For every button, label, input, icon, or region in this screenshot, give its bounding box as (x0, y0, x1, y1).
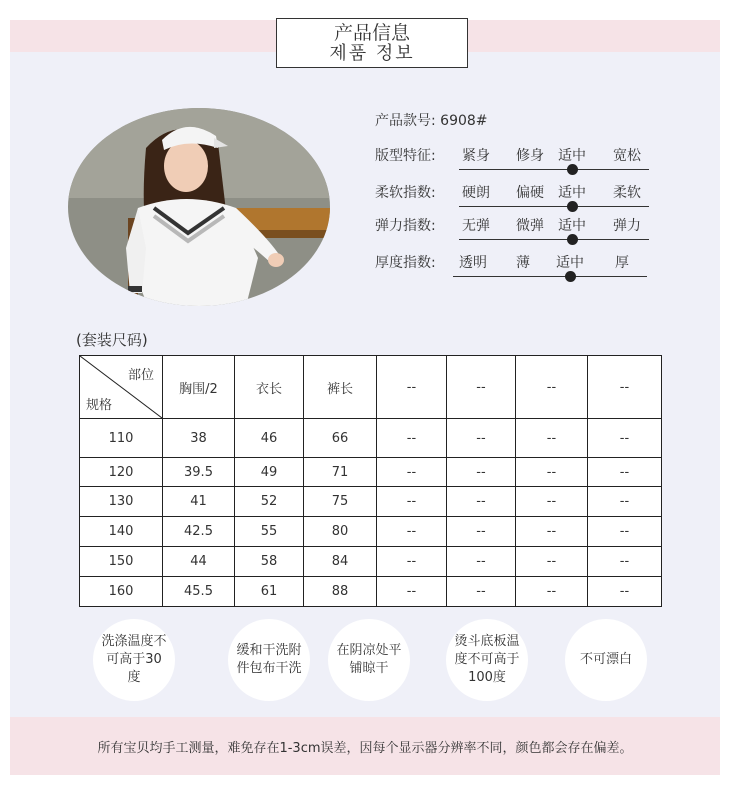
attribute-option: 薄 (516, 255, 530, 271)
table-cell: -- (447, 577, 516, 607)
table-cell: 41 (163, 487, 235, 517)
column-header: -- (377, 356, 447, 419)
table-cell: -- (588, 419, 662, 458)
table-cell: 71 (304, 458, 377, 487)
table-cell: -- (516, 517, 588, 547)
table-cell: 42.5 (163, 517, 235, 547)
attribute-elasticity (375, 215, 675, 245)
scale-marker (567, 201, 578, 212)
table-cell: -- (516, 419, 588, 458)
table-cell: 49 (235, 458, 304, 487)
attribute-fit (375, 145, 675, 175)
attribute-option: 无弹 (462, 218, 490, 234)
attribute-option: 厚 (615, 255, 629, 271)
care-label: 洗涤温度不可高于30度 (101, 634, 167, 685)
table-cell: -- (516, 577, 588, 607)
table-cell: -- (377, 577, 447, 607)
product-photo (68, 108, 330, 306)
table-header-row (80, 356, 662, 419)
column-header: -- (588, 356, 662, 419)
attribute-option: 微弹 (516, 218, 544, 234)
care-label: 缓和干洗附件包布干洗 (236, 643, 302, 676)
table-cell: -- (447, 419, 516, 458)
table-cell: -- (447, 487, 516, 517)
table-cell: 55 (235, 517, 304, 547)
attribute-option: 宽松 (613, 148, 641, 164)
title-kr: 제품 정보 (329, 43, 415, 64)
care-label: 不可漂白 (579, 652, 632, 667)
size-table-title: (套装尺码) (76, 331, 148, 349)
table-cell: 120 (80, 458, 163, 487)
table-cell: -- (588, 458, 662, 487)
table-row (80, 577, 662, 607)
scale-line (459, 169, 649, 170)
care-label: 在阴凉处平铺晾干 (336, 643, 402, 676)
attribute-label: 版型特征: (375, 148, 436, 164)
table-cell: -- (516, 458, 588, 487)
table-row (80, 547, 662, 577)
size-table (79, 355, 662, 607)
attribute-label: 柔软指数: (375, 185, 436, 201)
attribute-option: 透明 (459, 255, 487, 271)
column-header: 裤长 (304, 356, 377, 419)
attribute-option: 弹力 (613, 218, 641, 234)
table-cell: -- (516, 547, 588, 577)
scale-line (459, 206, 649, 207)
table-cell: 45.5 (163, 577, 235, 607)
footer-note: 所有宝贝均手工测量，难免存在1-3cm误差，因每个显示器分辨率不同，颜色都会存在偏差。 (97, 741, 633, 756)
table-cell: 58 (235, 547, 304, 577)
column-header: -- (447, 356, 516, 419)
table-cell: 160 (80, 577, 163, 607)
table-cell: 84 (304, 547, 377, 577)
attribute-option: 偏硬 (516, 185, 544, 201)
column-header: 衣长 (235, 356, 304, 419)
attribute-option: 修身 (516, 148, 544, 164)
column-header: 胸围/2 (163, 356, 235, 419)
table-cell: 66 (304, 419, 377, 458)
attribute-option: 适中 (558, 218, 586, 234)
table-cell: -- (377, 487, 447, 517)
table-cell: -- (447, 547, 516, 577)
table-cell: -- (516, 487, 588, 517)
table-cell: 39.5 (163, 458, 235, 487)
attribute-softness (375, 182, 675, 212)
table-cell: -- (377, 547, 447, 577)
care-iron-temperature (446, 619, 528, 701)
table-cell: 110 (80, 419, 163, 458)
table-cell: -- (377, 517, 447, 547)
header-title-box (276, 18, 468, 68)
scale-marker (565, 271, 576, 282)
table-cell: -- (588, 517, 662, 547)
table-cell: -- (588, 577, 662, 607)
product-code (375, 110, 488, 130)
table-cell: 130 (80, 487, 163, 517)
table-cell: 150 (80, 547, 163, 577)
corner-top-label: 部位 (127, 368, 154, 383)
attribute-option: 柔软 (613, 185, 641, 201)
table-cell: 140 (80, 517, 163, 547)
attribute-label: 弹力指数: (375, 218, 436, 234)
table-row (80, 517, 662, 547)
table-cell: -- (377, 458, 447, 487)
scale-line (453, 276, 647, 277)
table-cell: -- (447, 458, 516, 487)
table-cell: -- (447, 517, 516, 547)
table-cell: 44 (163, 547, 235, 577)
care-dry-flat-shade (328, 619, 410, 701)
table-cell: 75 (304, 487, 377, 517)
attribute-thickness (375, 252, 675, 282)
table-cell: -- (588, 547, 662, 577)
table-cell: 46 (235, 419, 304, 458)
care-no-bleach (565, 619, 647, 701)
scale-line (459, 239, 649, 240)
product-code-label: 产品款号: (375, 113, 436, 129)
table-row (80, 458, 662, 487)
table-cell: 38 (163, 419, 235, 458)
scale-marker (567, 164, 578, 175)
table-cell: 61 (235, 577, 304, 607)
table-row (80, 419, 662, 458)
attribute-option: 适中 (558, 148, 586, 164)
table-cell: 88 (304, 577, 377, 607)
table-cell: -- (377, 419, 447, 458)
attribute-label: 厚度指数: (375, 255, 436, 271)
care-wash-temperature (93, 619, 175, 701)
corner-bottom-label: 规格 (86, 398, 113, 413)
title-cn: 产品信息 (333, 22, 410, 44)
table-row (80, 487, 662, 517)
column-header: -- (516, 356, 588, 419)
table-cell: 80 (304, 517, 377, 547)
attribute-option: 适中 (558, 185, 586, 201)
care-dry-clean (228, 619, 310, 701)
attribute-option: 紧身 (462, 148, 490, 164)
attribute-option: 硬朗 (462, 185, 490, 201)
table-cell: -- (588, 487, 662, 517)
attribute-option: 适中 (556, 255, 584, 271)
corner-cell (80, 356, 163, 419)
scale-marker (567, 234, 578, 245)
care-label: 烫斗底板温度不可高于100度 (454, 634, 520, 685)
table-cell: 52 (235, 487, 304, 517)
product-code-value: 6908# (440, 113, 488, 129)
